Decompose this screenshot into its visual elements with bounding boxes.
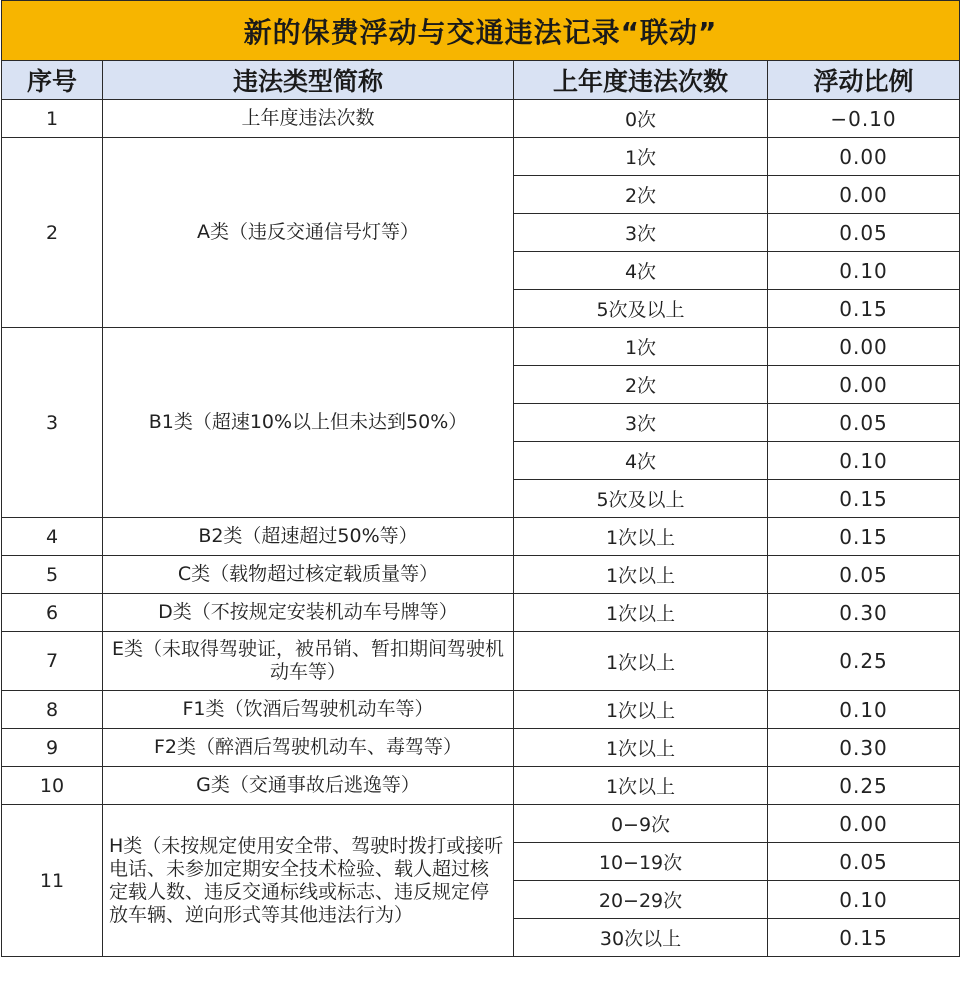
float-ratio: 0.10 <box>768 442 960 480</box>
float-ratio: 0.15 <box>768 290 960 328</box>
row-index: 11 <box>2 805 103 957</box>
float-ratio: 0.10 <box>768 881 960 919</box>
table-row <box>2 138 960 176</box>
violation-type: F2类（醉酒后驾驶机动车、毒驾等） <box>103 729 514 767</box>
violation-count: 1次以上 <box>514 594 768 632</box>
row-index: 1 <box>2 100 103 138</box>
float-ratio: 0.00 <box>768 328 960 366</box>
violation-count: 30次以上 <box>514 919 768 957</box>
table-title: 新的保费浮动与交通违法记录“联动” <box>2 1 960 61</box>
row-index: 8 <box>2 691 103 729</box>
violation-count: 0−9次 <box>514 805 768 843</box>
table-row <box>2 556 960 594</box>
float-ratio: 0.10 <box>768 252 960 290</box>
violation-count: 1次以上 <box>514 556 768 594</box>
row-index: 9 <box>2 729 103 767</box>
violation-count: 5次及以上 <box>514 290 768 328</box>
float-ratio: 0.25 <box>768 767 960 805</box>
float-ratio: 0.00 <box>768 138 960 176</box>
violation-type: 上年度违法次数 <box>103 100 514 138</box>
row-index: 2 <box>2 138 103 328</box>
violation-count: 1次以上 <box>514 632 768 691</box>
header-violation-type: 违法类型简称 <box>103 61 514 100</box>
float-ratio: −0.10 <box>768 100 960 138</box>
violation-type: C类（载物超过核定载质量等） <box>103 556 514 594</box>
table-body <box>2 100 960 957</box>
float-ratio: 0.05 <box>768 404 960 442</box>
violation-count: 10−19次 <box>514 843 768 881</box>
violation-count: 1次以上 <box>514 691 768 729</box>
table-row <box>2 805 960 843</box>
table-row <box>2 632 960 691</box>
table-row <box>2 100 960 138</box>
violation-type: B1类（超速10%以上但未达到50%） <box>103 328 514 518</box>
float-ratio: 0.00 <box>768 176 960 214</box>
violation-type: B2类（超速超过50%等） <box>103 518 514 556</box>
violation-count: 20−29次 <box>514 881 768 919</box>
row-index: 6 <box>2 594 103 632</box>
violation-type: H类（未按规定使用安全带、驾驶时拨打或接听电话、未参加定期安全技术检验、载人超过核定载人数、违反交通标线或标志、违反规定停放车辆、逆向形式等其他违法行为） <box>103 805 514 957</box>
violation-count: 4次 <box>514 442 768 480</box>
float-ratio: 0.15 <box>768 919 960 957</box>
violation-count: 1次以上 <box>514 729 768 767</box>
table-row <box>2 518 960 556</box>
float-ratio: 0.15 <box>768 518 960 556</box>
float-ratio: 0.00 <box>768 805 960 843</box>
table-row <box>2 328 960 366</box>
table-row <box>2 594 960 632</box>
violation-type: D类（不按规定安装机动车号牌等） <box>103 594 514 632</box>
violation-count: 5次及以上 <box>514 480 768 518</box>
header-violation-count: 上年度违法次数 <box>514 61 768 100</box>
violation-count: 1次 <box>514 138 768 176</box>
table-row <box>2 729 960 767</box>
violation-count: 2次 <box>514 366 768 404</box>
table-row <box>2 767 960 805</box>
violation-type: A类（违反交通信号灯等） <box>103 138 514 328</box>
header-float-ratio: 浮动比例 <box>768 61 960 100</box>
float-ratio: 0.05 <box>768 556 960 594</box>
float-ratio: 0.05 <box>768 214 960 252</box>
float-ratio: 0.10 <box>768 691 960 729</box>
float-ratio: 0.05 <box>768 843 960 881</box>
violation-count: 1次以上 <box>514 518 768 556</box>
row-index: 4 <box>2 518 103 556</box>
violation-premium-table <box>1 0 960 957</box>
float-ratio: 0.15 <box>768 480 960 518</box>
row-index: 3 <box>2 328 103 518</box>
violation-count: 3次 <box>514 404 768 442</box>
float-ratio: 0.30 <box>768 594 960 632</box>
violation-type: F1类（饮酒后驾驶机动车等） <box>103 691 514 729</box>
float-ratio: 0.25 <box>768 632 960 691</box>
violation-count: 2次 <box>514 176 768 214</box>
table-row <box>2 691 960 729</box>
row-index: 5 <box>2 556 103 594</box>
float-ratio: 0.30 <box>768 729 960 767</box>
row-index: 7 <box>2 632 103 691</box>
violation-count: 3次 <box>514 214 768 252</box>
violation-count: 4次 <box>514 252 768 290</box>
violation-type: G类（交通事故后逃逸等） <box>103 767 514 805</box>
violation-count: 0次 <box>514 100 768 138</box>
float-ratio: 0.00 <box>768 366 960 404</box>
violation-count: 1次 <box>514 328 768 366</box>
violation-count: 1次以上 <box>514 767 768 805</box>
violation-type: E类（未取得驾驶证，被吊销、暂扣期间驾驶机动车等） <box>103 632 514 691</box>
row-index: 10 <box>2 767 103 805</box>
header-index: 序号 <box>2 61 103 100</box>
